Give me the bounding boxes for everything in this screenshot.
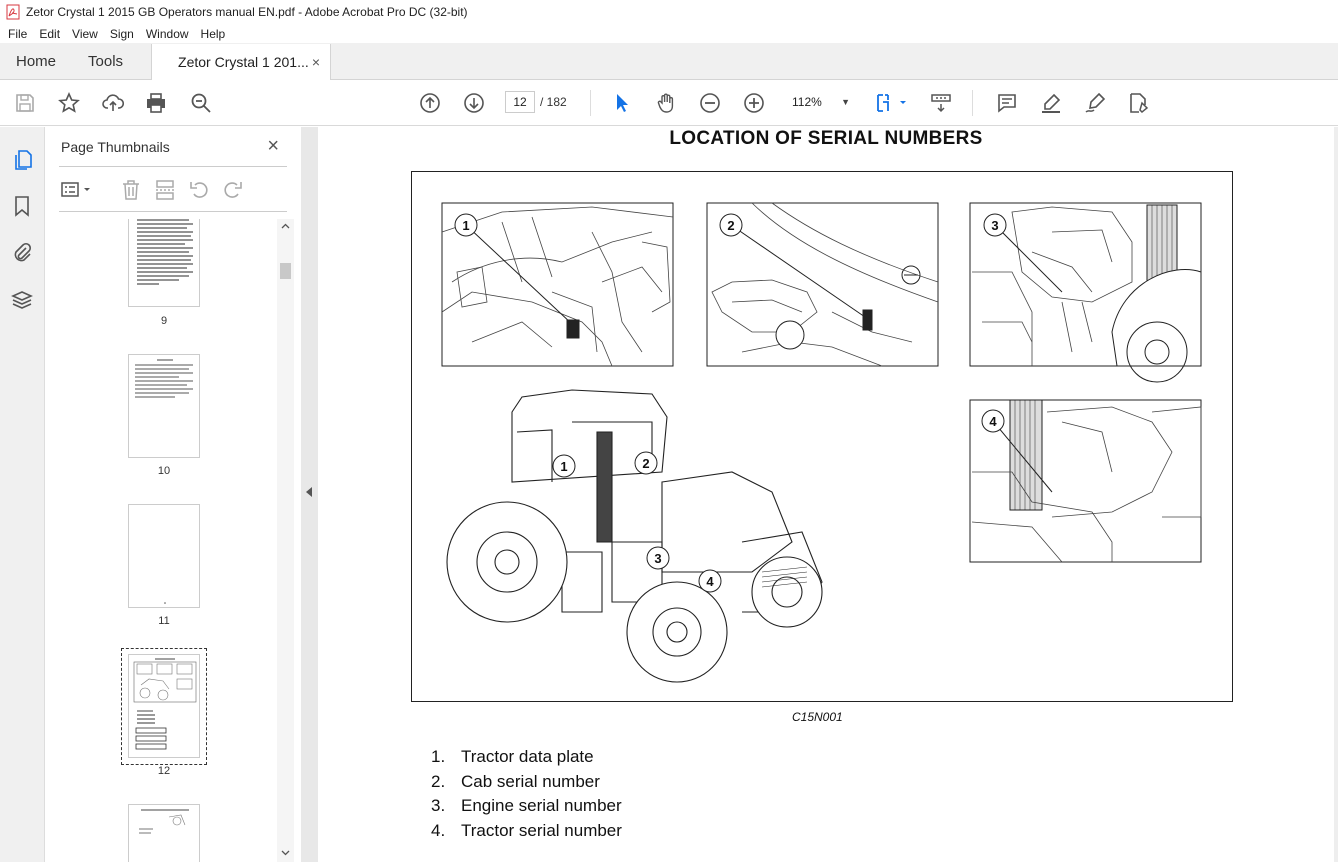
highlight-pen-icon[interactable] [1038,90,1064,116]
tab-tools[interactable]: Tools [88,52,124,70]
callout-2: 2 [727,218,735,233]
comment-icon[interactable] [994,90,1020,116]
thumbnail-page-11[interactable] [128,504,200,608]
navigation-rail [0,127,45,862]
page-thumbnails-icon[interactable] [11,149,35,173]
close-tab-icon[interactable]: × [311,54,321,70]
bookmark-star-icon[interactable] [56,90,82,116]
legend-item [431,747,622,772]
callout-3: 3 [654,551,662,566]
tractor-diagram [412,172,1232,701]
thumbnail-label: 12 [157,765,171,777]
legend-text: Engine serial number [461,796,622,815]
hand-tool-icon[interactable] [653,90,679,116]
thumbnail-page-12[interactable] [128,654,200,758]
menu-bar [0,24,1338,43]
callout-4: 4 [989,414,997,429]
menu-window[interactable]: Window [145,26,189,41]
tab-document-label: Zetor Crystal 1 201... [178,54,309,70]
panel-divider [59,166,287,167]
scroll-down-icon[interactable] [281,850,290,856]
document-heading: LOCATION OF SERIAL NUMBERS [669,128,983,149]
fill-sign-icon[interactable] [1125,90,1151,116]
thumbnail-label: 11 [158,615,170,627]
zoom-out-icon[interactable] [697,90,723,116]
panel-divider [59,211,287,212]
draw-sign-icon[interactable] [1082,90,1108,116]
layers-icon[interactable] [11,289,35,313]
tab-bar [0,43,1338,80]
document-scrollbar[interactable] [1334,127,1338,862]
close-panel-icon[interactable]: × [267,135,279,157]
legend-item [431,796,622,821]
legend-text: Cab serial number [461,771,600,791]
menu-sign[interactable]: Sign [109,26,134,41]
window-title: Zetor Crystal 1 2015 GB Operators manual EN.pdf - Adobe Acrobat Pro DC (32-bit) [26,5,468,19]
panel-splitter[interactable] [301,127,318,862]
chevron-down-icon: ▼ [841,97,850,107]
page-layout-icon[interactable] [872,90,912,116]
tab-home[interactable]: Home [16,52,57,70]
page-total: / 182 [540,95,567,109]
zoom-search-icon[interactable] [188,90,214,116]
callout-2: 2 [642,456,650,471]
menu-edit[interactable]: Edit [39,26,61,41]
figure-caption: C15N001 [792,710,843,724]
next-page-icon[interactable] [461,90,487,116]
legend-number: 4. [431,820,446,840]
legend-number: 2. [431,771,446,791]
legend-text: Tractor serial number [461,820,622,840]
rotate-right-icon[interactable] [222,177,244,203]
legend-number: 3. [431,796,446,815]
scroll-up-icon[interactable] [281,223,290,229]
save-icon[interactable] [12,90,38,116]
menu-view[interactable]: View [72,26,98,41]
panel-title: Page Thumbnails [61,139,170,155]
callout-3: 3 [991,218,999,233]
thumbnail-label: 10 [157,465,171,477]
upload-icon[interactable] [100,90,126,116]
rotate-left-icon[interactable] [188,177,210,203]
thumbnail-scrollbar[interactable] [277,219,294,862]
attachment-icon[interactable] [11,241,35,265]
legend-item [431,821,622,846]
page-number-input[interactable]: 12 [505,91,535,113]
menu-file[interactable]: File [8,26,28,41]
zoom-in-icon[interactable] [741,90,767,116]
thumbnail-label: 9 [160,315,168,327]
thumbnail-page-13[interactable] [128,804,200,862]
thumbnail-options-icon[interactable] [60,177,96,203]
legend-number: 1. [431,747,446,766]
tab-document[interactable] [151,44,331,80]
serial-number-legend [431,747,622,845]
legend-item [431,772,622,797]
callout-1: 1 [560,459,568,474]
delete-page-icon[interactable] [120,177,142,203]
serial-numbers-figure [411,171,1233,702]
thumbnail-page-10[interactable] [128,354,200,458]
insert-page-icon[interactable] [154,177,176,203]
bookmark-icon[interactable] [11,195,35,219]
document-view[interactable] [318,127,1338,862]
toolbar [0,80,1338,126]
thumbnail-page-9[interactable] [128,219,200,307]
print-icon[interactable] [143,90,169,116]
callout-4: 4 [706,574,714,589]
zoom-level-select[interactable] [786,91,856,113]
select-cursor-icon[interactable] [609,90,635,116]
acrobat-icon [6,4,20,20]
page-thumbnails-panel [46,127,301,862]
title-bar [0,0,1338,24]
scroll-mode-icon[interactable] [928,90,954,116]
menu-help[interactable]: Help [200,26,226,41]
toolbar-divider [590,90,591,116]
thumbnail-list [46,219,279,862]
toolbar-divider [972,90,973,116]
callout-1: 1 [462,218,470,233]
zoom-level-value: 112% [792,95,822,109]
scrollbar-thumb[interactable] [280,263,291,279]
previous-page-icon[interactable] [417,90,443,116]
collapse-panel-icon[interactable] [306,487,313,497]
legend-text: Tractor data plate [461,747,594,766]
